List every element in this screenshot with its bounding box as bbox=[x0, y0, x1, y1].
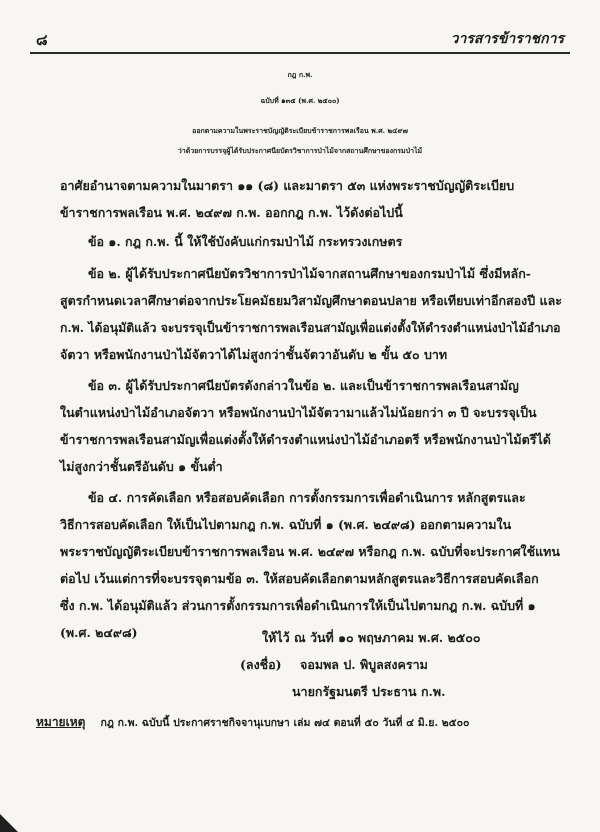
header-rule bbox=[30, 52, 570, 54]
text-line: ข้าราชการพลเรือนสามัญเพื่อแต่งตั้งให้ดำรงตำแหน่งป่าไม้อำเภอตรี หรือพนักงานป่าไม้ตรีได้ bbox=[60, 432, 551, 447]
authority-line: ออกตามความในพระราชบัญญัติระเบียบข้าราชการพลเรือน พ.ศ. ๒๔๙๗ bbox=[192, 126, 408, 135]
text-line: ข้อ ๑. กฎ ก.พ. นี้ ให้ใช้บังคับแก่กรมป่าไม้ กระทรวงเกษตร bbox=[88, 234, 403, 249]
subject-line: ว่าด้วยการบรรจุผู้ได้รับประกาศนียบัตรวิชาการป่าไม้จากสถานศึกษาของกรมป่าไม้ bbox=[177, 146, 423, 155]
text-line: ข้อ ๔. การคัดเลือก หรือสอบคัดเลือก การตั้งกรรมการเพื่อดำเนินการ หลักสูตรและ bbox=[88, 490, 526, 505]
text-line: ไม่สูงกว่าชั้นตรีอันดับ ๑ ขั้นต่ำ bbox=[60, 459, 223, 474]
text-line: อาศัยอำนาจตามความในมาตรา ๑๑ (๘) และมาตรา ๕๓ แห่งพระราชบัญญัติระเบียบ bbox=[60, 178, 515, 193]
clause-4 bbox=[60, 484, 570, 646]
text-line: วิธีการสอบคัดเลือก ให้เป็นไปตามกฎ ก.พ. ฉบับที่ ๑ (พ.ศ. ๒๔๙๘) ออกตามความใน bbox=[60, 517, 512, 532]
text-line: พระราชบัญญัติระเบียบข้าราชการพลเรือน พ.ศ. ๒๔๙๗ หรือกฎ ก.พ. ฉบับที่จะประกาศใช้แทน bbox=[60, 544, 560, 559]
regulation-heading: กฎ ก.พ. bbox=[287, 70, 313, 79]
text-line: ก.พ. ได้อนุมัติแล้ว จะบรรจุเป็นข้าราชการพลเรือนสามัญเพื่อแต่งตั้งให้ดำรงตำแหน่งป่าไม้อำเภอ bbox=[60, 320, 561, 335]
note-label: หมายเหตุ bbox=[36, 715, 86, 729]
text-line: จัตวา หรือพนักงานป่าไม้จัตวาได้ไม่สูงกว่าชั้นจัตวาอันดับ ๒ ขั้น ๕๐ บาท bbox=[60, 347, 448, 362]
text-line: ข้อ ๓. ผู้ได้รับประกาศนียบัตรดังกล่าวในข้อ ๒. และเป็นข้าราชการพลเรือนสามัญ bbox=[88, 378, 519, 393]
running-title: วารสารข้าราชการ bbox=[450, 31, 564, 47]
given-date: ให้ไว้ ณ วันที่ ๑๐ พฤษภาคม พ.ศ. ๒๕๐๐ bbox=[262, 630, 481, 645]
scan-corner-mark bbox=[0, 814, 18, 832]
text-line: (พ.ศ. ๒๔๙๘) bbox=[60, 625, 138, 640]
text-line: ซึ่ง ก.พ. ได้อนุมัติแล้ว ส่วนการตั้งกรรมการเพื่อดำเนินการให้เป็นไปตามกฎ ก.พ. ฉบับที่ ๑ bbox=[60, 598, 536, 613]
footnote bbox=[36, 711, 469, 732]
signer-title: นายกรัฐมนตรี ประธาน ก.พ. bbox=[292, 684, 446, 699]
signed-label: (ลงชื่อ) bbox=[240, 657, 282, 672]
page-number: ๘ bbox=[36, 31, 48, 49]
regulation-number: ฉบับที่ ๑๓๕ (พ.ศ. ๒๕๐๐) bbox=[260, 96, 340, 105]
clause-2 bbox=[60, 260, 570, 368]
text-line: ข้าราชการพลเรือน พ.ศ. ๒๔๙๗ ก.พ. ออกกฎ ก.พ. ไว้ดังต่อไปนี้ bbox=[60, 205, 403, 220]
text-line: ในตำแหน่งป่าไม้อำเภอจัตวา หรือพนักงานป่าไม้จัตวามาแล้วไม่น้อยกว่า ๓ ปี จะบรรจุเป็น bbox=[60, 405, 537, 420]
text-line: ต่อไป เว้นแต่การที่จะบรรจุตามข้อ ๓. ให้สอบคัดเลือกตามหลักสูตรและวิธีการสอบคัดเลือก bbox=[60, 571, 539, 586]
preamble-paragraph bbox=[60, 172, 570, 226]
clause-1 bbox=[60, 228, 570, 255]
signer-name: จอมพล ป. พิบูลสงคราม bbox=[300, 657, 428, 672]
text-line: ข้อ ๒. ผู้ได้รับประกาศนียบัตรวิชาการป่าไม้จากสถานศึกษาของกรมป่าไม้ ซึ่งมีหลัก- bbox=[88, 266, 531, 281]
text-line: สูตรกำหนดเวลาศึกษาต่อจากประโยคมัธยมวิสามัญศึกษาตอนปลาย หรือเทียบเท่าอีกสองปี และ bbox=[60, 293, 562, 308]
clause-3 bbox=[60, 372, 570, 480]
note-text: กฎ ก.พ. ฉบับนี้ ประกาศราชกิจจานุเบกษา เล่ม ๗๔ ตอนที่ ๕๐ วันที่ ๔ มิ.ย. ๒๕๐๐ bbox=[100, 717, 470, 729]
